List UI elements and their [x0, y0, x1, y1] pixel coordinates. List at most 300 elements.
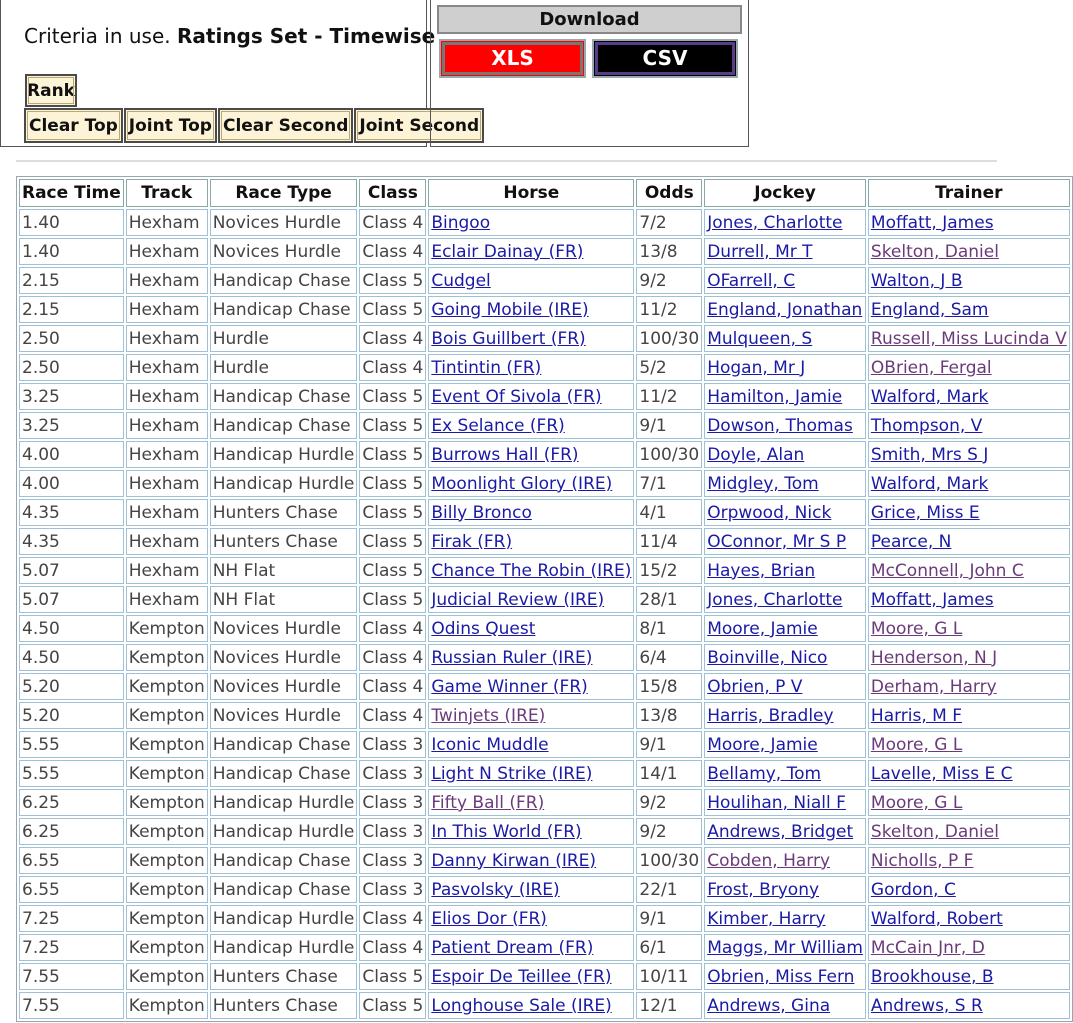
- cell-class: Class 5: [359, 267, 426, 294]
- cell-trainer: [868, 934, 1070, 961]
- cell-class: Class 4: [359, 325, 426, 352]
- cell-odds: 6/4: [636, 644, 702, 671]
- cell-odds: 11/2: [636, 383, 702, 410]
- trainer-link[interactable]: Skelton, Daniel: [870, 241, 999, 262]
- cell-horse: [428, 934, 634, 961]
- table-row: [19, 209, 1070, 236]
- jockey-link[interactable]: England, Jonathan: [707, 299, 863, 320]
- download-panel: [430, 0, 749, 147]
- trainer-link[interactable]: Andrews, S R: [870, 995, 983, 1016]
- cell-odds: 13/8: [636, 238, 702, 265]
- cell-trainer: [868, 615, 1070, 642]
- jockey-link[interactable]: Dowson, Thomas: [707, 415, 853, 436]
- table-row: [19, 760, 1070, 787]
- cell-jockey: [704, 325, 866, 352]
- cell-jockey: [704, 760, 866, 787]
- jockey-link[interactable]: Bellamy, Tom: [707, 763, 822, 784]
- cell-trainer: [868, 441, 1070, 468]
- cell-race-time: 5.55: [19, 760, 124, 787]
- cell-jockey: [704, 934, 866, 961]
- header-track[interactable]: Track: [126, 179, 208, 207]
- cell-class: Class 5: [359, 441, 426, 468]
- cell-track: Hexham: [126, 354, 208, 381]
- cell-race-type: Handicap Chase: [210, 731, 358, 758]
- table-row: [19, 383, 1070, 410]
- jockey-link[interactable]: Orpwood, Nick: [707, 502, 832, 523]
- horse-link[interactable]: Burrows Hall (FR): [431, 444, 579, 465]
- cell-race-time: 7.55: [19, 963, 124, 990]
- horse-link[interactable]: Longhouse Sale (IRE): [431, 995, 612, 1016]
- horse-link[interactable]: Ex Selance (FR): [431, 415, 565, 436]
- cell-track: Kempton: [126, 876, 208, 903]
- jockey-link[interactable]: Boinville, Nico: [707, 647, 828, 668]
- cell-jockey: [704, 905, 866, 932]
- cell-class: Class 3: [359, 876, 426, 903]
- csv-download-button[interactable]: CSV: [592, 39, 738, 78]
- cell-odds: 9/1: [636, 905, 702, 932]
- trainer-link[interactable]: Moore, G L: [870, 734, 963, 755]
- cell-race-time: 7.55: [19, 992, 124, 1019]
- cell-horse: [428, 644, 634, 671]
- cell-race-type: Hunters Chase: [210, 992, 358, 1019]
- cell-odds: 22/1: [636, 876, 702, 903]
- cell-track: Hexham: [126, 586, 208, 613]
- trainer-link[interactable]: Brookhouse, B: [870, 966, 994, 987]
- cell-race-time: 6.55: [19, 876, 124, 903]
- cell-race-type: NH Flat: [210, 586, 358, 613]
- cell-horse: [428, 383, 634, 410]
- criteria-name: Ratings Set - Timewise: [177, 24, 436, 48]
- horse-link[interactable]: Danny Kirwan (IRE): [431, 850, 597, 871]
- cell-jockey: [704, 209, 866, 236]
- table-row: [19, 992, 1070, 1019]
- cell-odds: 100/30: [636, 325, 702, 352]
- cell-race-time: 4.00: [19, 470, 124, 497]
- jockey-link[interactable]: Obrien, Miss Fern: [707, 966, 855, 987]
- table-row: [19, 499, 1070, 526]
- cell-race-time: 2.50: [19, 325, 124, 352]
- header-jockey[interactable]: Jockey: [704, 179, 866, 207]
- cell-race-type: Hunters Chase: [210, 528, 358, 555]
- cell-horse: [428, 499, 634, 526]
- cell-odds: 9/1: [636, 412, 702, 439]
- cell-trainer: [868, 644, 1070, 671]
- cell-track: Kempton: [126, 702, 208, 729]
- cell-track: Hexham: [126, 296, 208, 323]
- trainer-link[interactable]: Lavelle, Miss E C: [870, 763, 1013, 784]
- cell-odds: 6/1: [636, 934, 702, 961]
- cell-trainer: [868, 702, 1070, 729]
- results-table: [16, 176, 1073, 1022]
- cell-trainer: [868, 412, 1070, 439]
- cell-horse: [428, 441, 634, 468]
- header-race-time[interactable]: Race Time: [19, 179, 124, 207]
- trainer-link[interactable]: Walford, Mark: [870, 386, 989, 407]
- jockey-link[interactable]: Maggs, Mr William: [707, 937, 863, 958]
- criteria-text: [24, 24, 435, 48]
- table-row: [19, 586, 1070, 613]
- cell-class: Class 4: [359, 934, 426, 961]
- cell-odds: 13/8: [636, 702, 702, 729]
- trainer-link[interactable]: Grice, Miss E: [870, 502, 980, 523]
- cell-trainer: [868, 847, 1070, 874]
- xls-download-button[interactable]: XLS: [439, 39, 586, 78]
- cell-class: Class 5: [359, 963, 426, 990]
- cell-track: Kempton: [126, 789, 208, 816]
- cell-horse: [428, 296, 634, 323]
- clear-second-button[interactable]: Clear Second: [218, 108, 353, 143]
- cell-horse: [428, 876, 634, 903]
- horse-link[interactable]: Twinjets (IRE): [431, 705, 546, 726]
- cell-jockey: [704, 499, 866, 526]
- table-row: [19, 238, 1070, 265]
- cell-race-type: Handicap Chase: [210, 876, 358, 903]
- cell-race-type: Novices Hurdle: [210, 209, 358, 236]
- cell-race-time: 5.07: [19, 557, 124, 584]
- cell-jockey: [704, 267, 866, 294]
- cell-race-time: 3.25: [19, 412, 124, 439]
- horse-link[interactable]: Elios Dor (FR): [431, 908, 547, 929]
- cell-class: Class 4: [359, 354, 426, 381]
- table-row: [19, 557, 1070, 584]
- joint-second-button[interactable]: Joint Second: [354, 108, 484, 143]
- cell-horse: [428, 789, 634, 816]
- jockey-link[interactable]: Andrews, Bridget: [707, 821, 854, 842]
- jockey-link[interactable]: OFarrell, C: [707, 270, 796, 291]
- clear-top-button[interactable]: Clear Top: [24, 108, 123, 143]
- horse-link[interactable]: Eclair Dainay (FR): [431, 241, 584, 262]
- criteria-panel: [0, 0, 480, 147]
- cell-horse: [428, 586, 634, 613]
- cell-jockey: [704, 354, 866, 381]
- cell-race-time: 6.55: [19, 847, 124, 874]
- trainer-link[interactable]: Walford, Robert: [870, 908, 1003, 929]
- cell-race-time: 6.25: [19, 789, 124, 816]
- jockey-link[interactable]: Hogan, Mr J: [707, 357, 806, 378]
- cell-race-type: Handicap Chase: [210, 383, 358, 410]
- jockey-link[interactable]: Midgley, Tom: [707, 473, 819, 494]
- cell-race-type: Novices Hurdle: [210, 644, 358, 671]
- cell-jockey: [704, 876, 866, 903]
- cell-race-type: Hurdle: [210, 325, 358, 352]
- cell-odds: 11/2: [636, 296, 702, 323]
- cell-track: Hexham: [126, 412, 208, 439]
- table-row: [19, 441, 1070, 468]
- cell-track: Hexham: [126, 441, 208, 468]
- cell-race-time: 4.50: [19, 615, 124, 642]
- jockey-link[interactable]: Hayes, Brian: [707, 560, 816, 581]
- horse-link[interactable]: Light N Strike (IRE): [431, 763, 593, 784]
- cell-trainer: [868, 528, 1070, 555]
- cell-class: Class 5: [359, 296, 426, 323]
- cell-track: Kempton: [126, 615, 208, 642]
- jockey-link[interactable]: Mulqueen, S: [707, 328, 813, 349]
- cell-jockey: [704, 673, 866, 700]
- trainer-link[interactable]: Moffatt, James: [870, 212, 994, 233]
- cell-horse: [428, 615, 634, 642]
- header-class[interactable]: Class: [359, 179, 426, 207]
- trainer-link[interactable]: Moffatt, James: [870, 589, 994, 610]
- cell-class: Class 3: [359, 760, 426, 787]
- jockey-link[interactable]: Cobden, Harry: [707, 850, 831, 871]
- cell-trainer: [868, 325, 1070, 352]
- table-row: [19, 673, 1070, 700]
- cell-jockey: [704, 615, 866, 642]
- cell-jockey: [704, 731, 866, 758]
- cell-trainer: [868, 586, 1070, 613]
- cell-horse: [428, 673, 634, 700]
- table-row: [19, 847, 1070, 874]
- cell-class: Class 3: [359, 818, 426, 845]
- header-horse[interactable]: Horse: [428, 179, 634, 207]
- jockey-link[interactable]: Moore, Jamie: [707, 734, 818, 755]
- cell-odds: 12/1: [636, 992, 702, 1019]
- separator: [16, 160, 997, 162]
- trainer-link[interactable]: Pearce, N: [870, 531, 952, 552]
- horse-link[interactable]: Going Mobile (IRE): [431, 299, 589, 320]
- horse-link[interactable]: Odins Quest: [431, 618, 536, 639]
- cell-jockey: [704, 470, 866, 497]
- table-row: [19, 905, 1070, 932]
- table-row: [19, 470, 1070, 497]
- trainer-link[interactable]: England, Sam: [870, 299, 989, 320]
- cell-jockey: [704, 702, 866, 729]
- cell-horse: [428, 325, 634, 352]
- cell-jockey: [704, 847, 866, 874]
- cell-race-time: 2.50: [19, 354, 124, 381]
- cell-jockey: [704, 557, 866, 584]
- cell-odds: 9/2: [636, 818, 702, 845]
- jockey-link[interactable]: Obrien, P V: [707, 676, 803, 697]
- cell-jockey: [704, 992, 866, 1019]
- table-row: [19, 818, 1070, 845]
- trainer-link[interactable]: Walford, Mark: [870, 473, 989, 494]
- cell-race-time: 1.40: [19, 209, 124, 236]
- cell-odds: 9/2: [636, 789, 702, 816]
- cell-race-type: Handicap Chase: [210, 760, 358, 787]
- cell-trainer: [868, 383, 1070, 410]
- jockey-link[interactable]: Houlihan, Niall F: [707, 792, 846, 813]
- cell-horse: [428, 209, 634, 236]
- cell-odds: 11/4: [636, 528, 702, 555]
- cell-class: Class 4: [359, 905, 426, 932]
- horse-link[interactable]: Bingoo: [431, 212, 491, 233]
- horse-link[interactable]: Tintintin (FR): [431, 357, 542, 378]
- cell-race-time: 4.35: [19, 528, 124, 555]
- cell-trainer: [868, 818, 1070, 845]
- cell-jockey: [704, 789, 866, 816]
- horse-link[interactable]: Chance The Robin (IRE): [431, 560, 632, 581]
- cell-race-type: Hunters Chase: [210, 963, 358, 990]
- trainer-link[interactable]: Moore, G L: [870, 618, 963, 639]
- trainer-link[interactable]: McCain Jnr, D: [870, 937, 985, 958]
- trainer-link[interactable]: OBrien, Fergal: [870, 357, 992, 378]
- horse-link[interactable]: Judicial Review (IRE): [431, 589, 605, 610]
- cell-class: Class 5: [359, 586, 426, 613]
- jockey-link[interactable]: Harris, Bradley: [707, 705, 834, 726]
- cell-horse: [428, 528, 634, 555]
- cell-race-type: Handicap Hurdle: [210, 789, 358, 816]
- horse-link[interactable]: Bois Guillbert (FR): [431, 328, 586, 349]
- cell-trainer: [868, 963, 1070, 990]
- cell-odds: 7/2: [636, 209, 702, 236]
- jockey-link[interactable]: Jones, Charlotte: [707, 212, 843, 233]
- jockey-link[interactable]: Jones, Charlotte: [707, 589, 843, 610]
- trainer-link[interactable]: McConnell, John C: [870, 560, 1024, 581]
- horse-link[interactable]: Firak (FR): [431, 531, 513, 552]
- trainer-link[interactable]: Smith, Mrs S J: [870, 444, 989, 465]
- criteria-button-row: [24, 108, 484, 144]
- header-race-type[interactable]: Race Type: [210, 179, 358, 207]
- horse-link[interactable]: Game Winner (FR): [431, 676, 588, 697]
- cell-class: Class 5: [359, 499, 426, 526]
- horse-link[interactable]: Russian Ruler (IRE): [431, 647, 593, 668]
- header-row: [19, 179, 1070, 207]
- cell-jockey: [704, 586, 866, 613]
- cell-class: Class 5: [359, 412, 426, 439]
- cell-class: Class 4: [359, 644, 426, 671]
- header-odds[interactable]: Odds: [636, 179, 702, 207]
- table-row: [19, 412, 1070, 439]
- cell-track: Kempton: [126, 934, 208, 961]
- cell-track: Kempton: [126, 673, 208, 700]
- table-row: [19, 354, 1070, 381]
- horse-link[interactable]: Fifty Ball (FR): [431, 792, 545, 813]
- cell-trainer: [868, 905, 1070, 932]
- cell-odds: 10/11: [636, 963, 702, 990]
- cell-trainer: [868, 354, 1070, 381]
- cell-race-time: 5.55: [19, 731, 124, 758]
- cell-jockey: [704, 412, 866, 439]
- cell-jockey: [704, 296, 866, 323]
- jockey-link[interactable]: Durrell, Mr T: [707, 241, 813, 262]
- horse-link[interactable]: Event Of Sivola (FR): [431, 386, 602, 407]
- cell-race-type: Novices Hurdle: [210, 615, 358, 642]
- cell-class: Class 4: [359, 238, 426, 265]
- cell-jockey: [704, 441, 866, 468]
- horse-link[interactable]: Billy Bronco: [431, 502, 532, 523]
- cell-race-time: 1.40: [19, 238, 124, 265]
- trainer-link[interactable]: Derham, Harry: [870, 676, 997, 697]
- cell-track: Hexham: [126, 470, 208, 497]
- cell-track: Hexham: [126, 528, 208, 555]
- header-trainer[interactable]: Trainer: [868, 179, 1070, 207]
- cell-horse: [428, 905, 634, 932]
- cell-class: Class 5: [359, 528, 426, 555]
- table-row: [19, 731, 1070, 758]
- cell-odds: 9/2: [636, 267, 702, 294]
- horse-link[interactable]: Moonlight Glory (IRE): [431, 473, 613, 494]
- cell-track: Hexham: [126, 557, 208, 584]
- cell-class: Class 3: [359, 731, 426, 758]
- criteria-prefix: Criteria in use.: [24, 24, 171, 48]
- cell-class: Class 4: [359, 673, 426, 700]
- cell-trainer: [868, 238, 1070, 265]
- trainer-link[interactable]: Walton, J B: [870, 270, 963, 291]
- trainer-link[interactable]: Thompson, V: [870, 415, 983, 436]
- trainer-link[interactable]: Henderson, N J: [870, 647, 998, 668]
- cell-track: Hexham: [126, 267, 208, 294]
- joint-top-button[interactable]: Joint Top: [124, 108, 217, 143]
- horse-link[interactable]: Pasvolsky (IRE): [431, 879, 560, 900]
- jockey-link[interactable]: Andrews, Gina: [707, 995, 831, 1016]
- table-row: [19, 789, 1070, 816]
- cell-track: Kempton: [126, 644, 208, 671]
- cell-race-type: Handicap Hurdle: [210, 905, 358, 932]
- cell-jockey: [704, 238, 866, 265]
- cell-horse: [428, 354, 634, 381]
- trainer-link[interactable]: Russell, Miss Lucinda V: [870, 328, 1067, 349]
- cell-horse: [428, 992, 634, 1019]
- cell-odds: 100/30: [636, 441, 702, 468]
- table-row: [19, 934, 1070, 961]
- cell-race-type: Hurdle: [210, 354, 358, 381]
- cell-track: Hexham: [126, 209, 208, 236]
- cell-race-type: Novices Hurdle: [210, 238, 358, 265]
- cell-race-time: 2.15: [19, 296, 124, 323]
- horse-link[interactable]: In This World (FR): [431, 821, 582, 842]
- cell-horse: [428, 702, 634, 729]
- table-row: [19, 325, 1070, 352]
- cell-race-time: 4.50: [19, 644, 124, 671]
- horse-link[interactable]: Patient Dream (FR): [431, 937, 594, 958]
- cell-class: Class 5: [359, 992, 426, 1019]
- cell-race-time: 4.00: [19, 441, 124, 468]
- trainer-link[interactable]: Moore, G L: [870, 792, 963, 813]
- cell-horse: [428, 847, 634, 874]
- cell-trainer: [868, 267, 1070, 294]
- cell-track: Hexham: [126, 499, 208, 526]
- cell-odds: 7/1: [636, 470, 702, 497]
- jockey-link[interactable]: Doyle, Alan: [707, 444, 805, 465]
- cell-race-type: Handicap Hurdle: [210, 470, 358, 497]
- cell-race-time: 3.25: [19, 383, 124, 410]
- horse-link[interactable]: Cudgel: [431, 270, 491, 291]
- cell-track: Kempton: [126, 731, 208, 758]
- trainer-link[interactable]: Nicholls, P F: [870, 850, 974, 871]
- horse-link[interactable]: Iconic Muddle: [431, 734, 549, 755]
- table-row: [19, 644, 1070, 671]
- table-row: [19, 963, 1070, 990]
- cell-track: Hexham: [126, 238, 208, 265]
- cell-jockey: [704, 528, 866, 555]
- jockey-link[interactable]: Moore, Jamie: [707, 618, 818, 639]
- cell-race-type: Novices Hurdle: [210, 702, 358, 729]
- cell-race-time: 7.25: [19, 934, 124, 961]
- cell-race-type: Handicap Hurdle: [210, 934, 358, 961]
- table-row: [19, 876, 1070, 903]
- trainer-link[interactable]: Gordon, C: [870, 879, 956, 900]
- cell-trainer: [868, 876, 1070, 903]
- jockey-link[interactable]: Hamilton, Jamie: [707, 386, 843, 407]
- trainer-link[interactable]: Skelton, Daniel: [870, 821, 999, 842]
- cell-trainer: [868, 499, 1070, 526]
- cell-trainer: [868, 557, 1070, 584]
- horse-link[interactable]: Espoir De Teillee (FR): [431, 966, 612, 987]
- trainer-link[interactable]: Harris, M F: [870, 705, 963, 726]
- jockey-link[interactable]: Kimber, Harry: [707, 908, 826, 929]
- cell-track: Kempton: [126, 760, 208, 787]
- cell-track: Hexham: [126, 325, 208, 352]
- rank-button[interactable]: Rank: [25, 74, 77, 107]
- cell-jockey: [704, 963, 866, 990]
- cell-trainer: [868, 296, 1070, 323]
- jockey-link[interactable]: Frost, Bryony: [707, 879, 820, 900]
- cell-track: Kempton: [126, 963, 208, 990]
- cell-horse: [428, 963, 634, 990]
- cell-odds: 15/8: [636, 673, 702, 700]
- jockey-link[interactable]: OConnor, Mr S P: [707, 531, 847, 552]
